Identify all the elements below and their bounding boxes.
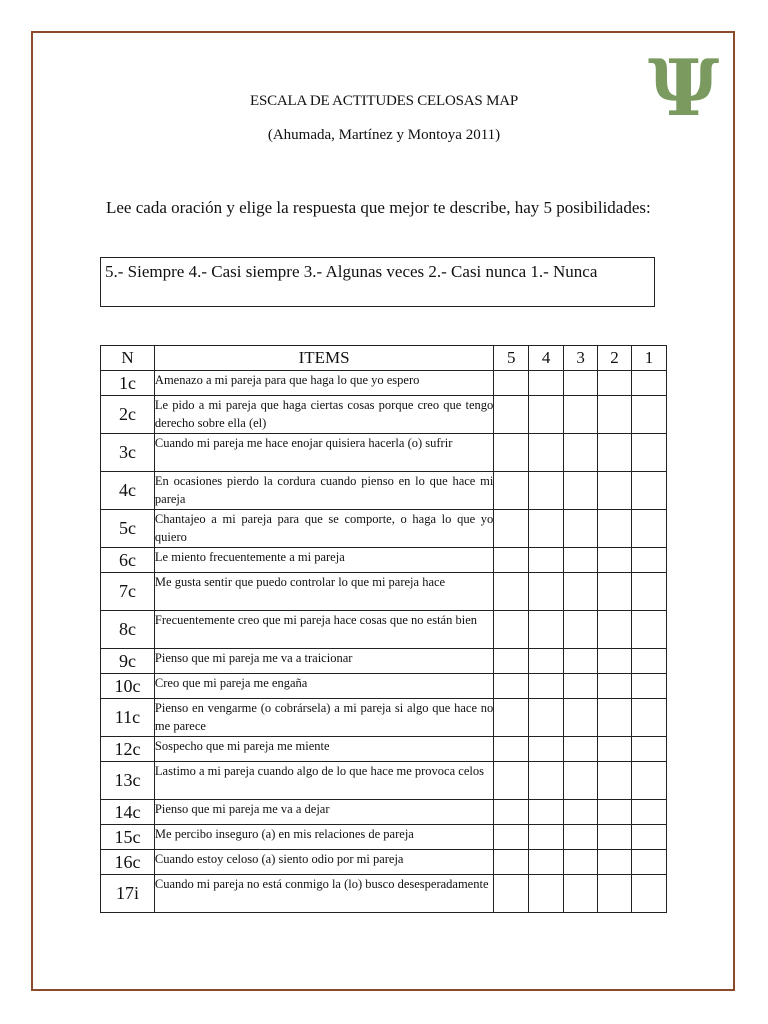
page-subtitle: (Ahumada, Martínez y Montoya 2011) (267, 127, 501, 143)
response-cell-2[interactable] (598, 800, 632, 825)
item-number: 15c (101, 825, 155, 850)
header-1: 1 (632, 346, 667, 371)
table-row (101, 800, 667, 825)
item-text: Cuando estoy celoso (a) siento odio por mi pareja (154, 850, 493, 875)
table-row (101, 825, 667, 850)
item-number: 8c (101, 611, 155, 649)
table-row (101, 434, 667, 472)
response-cell-3[interactable] (564, 800, 598, 825)
response-cell-5[interactable] (494, 800, 529, 825)
item-number: 2c (101, 396, 155, 434)
item-text: Cuando mi pareja no está conmigo la (lo) busco desesperadamente (154, 875, 493, 913)
response-cell-2[interactable] (598, 434, 632, 472)
response-cell-2[interactable] (598, 850, 632, 875)
response-cell-2[interactable] (598, 825, 632, 850)
header-3: 3 (564, 346, 598, 371)
item-text: Chantajeo a mi pareja para que se comporte, o haga lo que yo quiero (154, 510, 493, 548)
header-n: N (101, 346, 155, 371)
response-cell-1[interactable] (632, 510, 667, 548)
item-number: 4c (101, 472, 155, 510)
response-cell-3[interactable] (564, 573, 598, 611)
response-cell-2[interactable] (598, 737, 632, 762)
response-cell-3[interactable] (564, 875, 598, 913)
response-cell-1[interactable] (632, 875, 667, 913)
response-cell-1[interactable] (632, 396, 667, 434)
response-cell-2[interactable] (598, 396, 632, 434)
header-2: 2 (598, 346, 632, 371)
response-cell-3[interactable] (564, 825, 598, 850)
response-cell-5[interactable] (494, 850, 529, 875)
table-row (101, 510, 667, 548)
response-cell-3[interactable] (564, 674, 598, 699)
table-row (101, 396, 667, 434)
response-cell-3[interactable] (564, 737, 598, 762)
response-cell-4[interactable] (529, 649, 564, 674)
table-header-row (101, 346, 667, 371)
response-cell-4[interactable] (529, 699, 564, 737)
table-row (101, 611, 667, 649)
response-cell-1[interactable] (632, 472, 667, 510)
response-cell-4[interactable] (529, 850, 564, 875)
table-row (101, 573, 667, 611)
response-cell-2[interactable] (598, 548, 632, 573)
item-number: 13c (101, 762, 155, 800)
response-cell-5[interactable] (494, 674, 529, 699)
response-cell-1[interactable] (632, 762, 667, 800)
item-number: 14c (101, 800, 155, 825)
response-cell-3[interactable] (564, 548, 598, 573)
item-text: Pienso que mi pareja me va a traicionar (154, 649, 493, 674)
item-number: 12c (101, 737, 155, 762)
response-cell-4[interactable] (529, 434, 564, 472)
table-row (101, 875, 667, 913)
response-cell-2[interactable] (598, 611, 632, 649)
item-text: Creo que mi pareja me engaña (154, 674, 493, 699)
response-cell-5[interactable] (494, 371, 529, 396)
item-number: 17i (101, 875, 155, 913)
item-text: Pienso que mi pareja me va a dejar (154, 800, 493, 825)
response-cell-3[interactable] (564, 510, 598, 548)
item-number: 7c (101, 573, 155, 611)
response-cell-2[interactable] (598, 371, 632, 396)
response-cell-1[interactable] (632, 850, 667, 875)
psi-logo-icon: Ψ (648, 43, 720, 134)
response-cell-1[interactable] (632, 649, 667, 674)
response-cell-2[interactable] (598, 674, 632, 699)
item-number: 5c (101, 510, 155, 548)
item-text: Le miento frecuentemente a mi pareja (154, 548, 493, 573)
response-cell-3[interactable] (564, 649, 598, 674)
item-text: Le pido a mi pareja que haga ciertas cosas porque creo que tengo derecho sobre ella (el) (154, 396, 493, 434)
item-text: Lastimo a mi pareja cuando algo de lo que hace me provoca celos (154, 762, 493, 800)
response-cell-1[interactable] (632, 573, 667, 611)
response-cell-5[interactable] (494, 548, 529, 573)
response-cell-3[interactable] (564, 371, 598, 396)
item-number: 1c (101, 371, 155, 396)
response-cell-4[interactable] (529, 371, 564, 396)
response-cell-2[interactable] (598, 875, 632, 913)
response-cell-1[interactable] (632, 699, 667, 737)
response-cell-2[interactable] (598, 762, 632, 800)
item-text: En ocasiones pierdo la cordura cuando pienso en lo que hace mi pareja (154, 472, 493, 510)
item-text: Frecuentemente creo que mi pareja hace cosas que no están bien (154, 611, 493, 649)
response-cell-5[interactable] (494, 434, 529, 472)
item-number: 3c (101, 434, 155, 472)
response-cell-5[interactable] (494, 737, 529, 762)
response-cell-4[interactable] (529, 762, 564, 800)
response-cell-3[interactable] (564, 699, 598, 737)
response-cell-4[interactable] (529, 396, 564, 434)
response-cell-4[interactable] (529, 611, 564, 649)
response-cell-3[interactable] (564, 611, 598, 649)
response-cell-3[interactable] (564, 762, 598, 800)
item-number: 16c (101, 850, 155, 875)
response-cell-5[interactable] (494, 510, 529, 548)
response-cell-1[interactable] (632, 674, 667, 699)
response-cell-5[interactable] (494, 649, 529, 674)
response-cell-5[interactable] (494, 762, 529, 800)
response-cell-2[interactable] (598, 573, 632, 611)
item-text: Sospecho que mi pareja me miente (154, 737, 493, 762)
response-scale-box: 5.- Siempre 4.- Casi siempre 3.- Algunas veces 2.- Casi nunca 1.- Nunca (100, 257, 655, 307)
item-text: Me gusta sentir que puedo controlar lo que mi pareja hace (154, 573, 493, 611)
response-cell-4[interactable] (529, 825, 564, 850)
response-cell-5[interactable] (494, 396, 529, 434)
item-text: Pienso en vengarme (o cobrársela) a mi pareja si algo que hace no me parece (154, 699, 493, 737)
response-cell-5[interactable] (494, 875, 529, 913)
response-cell-2[interactable] (598, 510, 632, 548)
response-cell-5[interactable] (494, 699, 529, 737)
response-cell-4[interactable] (529, 674, 564, 699)
table-row (101, 472, 667, 510)
response-cell-4[interactable] (529, 737, 564, 762)
response-cell-5[interactable] (494, 573, 529, 611)
response-cell-5[interactable] (494, 611, 529, 649)
response-cell-5[interactable] (494, 825, 529, 850)
response-cell-1[interactable] (632, 611, 667, 649)
response-cell-4[interactable] (529, 472, 564, 510)
response-cell-4[interactable] (529, 510, 564, 548)
item-number: 10c (101, 674, 155, 699)
response-cell-3[interactable] (564, 434, 598, 472)
response-cell-1[interactable] (632, 737, 667, 762)
response-cell-4[interactable] (529, 875, 564, 913)
header-5: 5 (494, 346, 529, 371)
response-cell-4[interactable] (529, 800, 564, 825)
response-cell-1[interactable] (632, 371, 667, 396)
instructions-text: Lee cada oración y elige la respuesta que mejor te describe, hay 5 posibilidades: (106, 198, 651, 217)
response-cell-1[interactable] (632, 434, 667, 472)
response-cell-3[interactable] (564, 850, 598, 875)
response-cell-3[interactable] (564, 472, 598, 510)
item-text: Amenazo a mi pareja para que haga lo que yo espero (154, 371, 493, 396)
table-row (101, 737, 667, 762)
item-number: 6c (101, 548, 155, 573)
item-text: Me percibo inseguro (a) en mis relaciones de pareja (154, 825, 493, 850)
response-cell-4[interactable] (529, 548, 564, 573)
response-cell-5[interactable] (494, 472, 529, 510)
header-4: 4 (529, 346, 564, 371)
response-cell-2[interactable] (598, 649, 632, 674)
table-row (101, 850, 667, 875)
response-cell-4[interactable] (529, 573, 564, 611)
response-cell-1[interactable] (632, 825, 667, 850)
page-title: ESCALA DE ACTITUDES CELOSAS MAP (250, 93, 518, 109)
response-cell-1[interactable] (632, 800, 667, 825)
table-row (101, 548, 667, 573)
table-row (101, 371, 667, 396)
header-items: ITEMS (154, 346, 493, 371)
table-row (101, 699, 667, 737)
response-cell-1[interactable] (632, 548, 667, 573)
response-cell-3[interactable] (564, 396, 598, 434)
table-row (101, 649, 667, 674)
item-number: 9c (101, 649, 155, 674)
item-number: 11c (101, 699, 155, 737)
items-table (100, 345, 667, 913)
response-cell-2[interactable] (598, 699, 632, 737)
table-row (101, 674, 667, 699)
table-row (101, 762, 667, 800)
item-text: Cuando mi pareja me hace enojar quisiera hacerla (o) sufrir (154, 434, 493, 472)
response-cell-2[interactable] (598, 472, 632, 510)
